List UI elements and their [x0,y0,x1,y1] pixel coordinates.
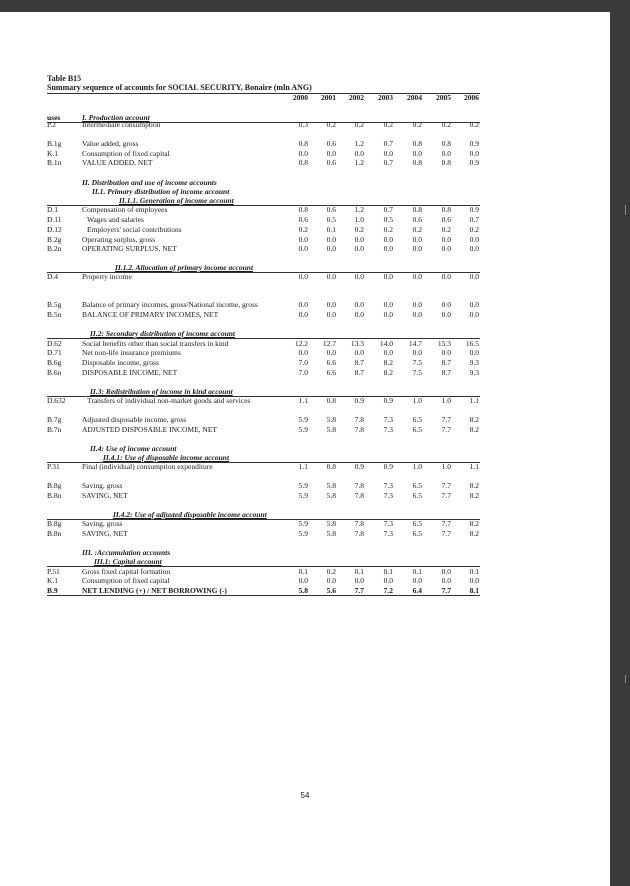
cell-value: 0.7 [469,215,479,224]
cell-value: 0.8 [298,158,308,167]
cell-value: 0.0 [469,576,479,585]
cell-value: 0.1 [298,567,308,576]
cell-value: 7.7 [441,491,451,500]
cell-value: 0.8 [298,205,308,214]
cell-value: 0.0 [441,244,451,253]
cell-value: 0.1 [354,567,364,576]
cell-value: 0.0 [383,272,393,281]
cell-value: 5.8 [298,586,308,595]
cell-value: 0.0 [326,310,336,319]
table-row [0,158,610,168]
cell-value: 0.0 [354,149,364,158]
cell-value: 1.1 [469,396,479,405]
cell-value: 0.0 [326,235,336,244]
row-code: B.5n [47,310,62,319]
cell-value: 1.0 [412,462,422,471]
cell-value: 0.2 [441,225,451,234]
cell-value: 0.0 [298,149,308,158]
row-description: Consumption of fixed capital [82,149,170,158]
cell-value: 14.7 [408,339,422,348]
cell-value: 0.0 [469,149,479,158]
table-row [0,225,610,235]
row-description: Net non-life insurance premiums [82,348,181,357]
cell-value: 0.0 [441,149,451,158]
cell-value: 9.3 [469,368,479,377]
table-row [0,300,610,310]
cell-value: 0.0 [469,244,479,253]
cell-value: 0.0 [412,149,422,158]
row-code: B.1g [47,139,62,148]
cell-value: 6.6 [326,368,336,377]
row-description: SAVING, NET [82,529,128,538]
row-code: B.6g [47,358,62,367]
year-header: 2003 [378,93,393,102]
cell-value: 7.3 [383,425,393,434]
cell-value: 7.0 [298,368,308,377]
cell-value: 0.1 [469,567,479,576]
row-description: OPERATING SURPLUS, NET [82,244,177,253]
cell-value: 0.6 [326,205,336,214]
cell-value: 0.2 [326,120,336,129]
year-header: 2005 [436,93,451,102]
cell-value: 7.8 [354,425,364,434]
cell-value: 0.7 [383,158,393,167]
row-description: Operating surplus, gross [82,235,156,244]
cell-value: 0.0 [326,244,336,253]
table-row [0,396,610,406]
cell-value: 0.8 [412,139,422,148]
cell-value: 0.0 [441,576,451,585]
cell-value: 7.3 [383,519,393,528]
cell-value: 7.7 [441,425,451,434]
section-heading: II.4.2: Use of adjusted disposable income account [113,510,267,519]
cell-value: 5.9 [298,519,308,528]
row-code: P.51 [47,567,60,576]
cell-value: 6.5 [412,425,422,434]
table-row [0,491,610,501]
cell-value: 0.0 [412,576,422,585]
row-description: Gross fixed capital formation [82,567,171,576]
cell-value: 0.0 [298,244,308,253]
cell-value: 0.6 [326,158,336,167]
section-heading: II.1.1. Generation of income account [119,196,234,205]
cell-value: 0.3 [298,120,308,129]
cell-value: 8.2 [469,529,479,538]
cell-value: 5.9 [298,491,308,500]
cell-value: 0.0 [469,300,479,309]
year-header: 2002 [349,93,364,102]
right-border [610,12,630,886]
row-description: Wages and salaries [87,215,144,224]
cell-value: 0.0 [298,348,308,357]
row-code: P.2 [47,120,56,129]
table-row [0,576,610,586]
table-row [0,586,610,596]
cell-value: 0.1 [412,567,422,576]
row-description: Final (individual) consumption expenditure [82,462,213,471]
cell-value: 7.3 [383,529,393,538]
cell-value: 7.7 [441,519,451,528]
cell-value: 7.0 [298,358,308,367]
row-code: B.8g [47,519,62,528]
cell-value: 0.0 [412,235,422,244]
row-description: Social benefits other than social transfers in kind [82,339,229,348]
cell-value: 0.9 [469,158,479,167]
row-description: Adjusted disposable income, gross [82,415,187,424]
cell-value: 0.0 [354,272,364,281]
cell-value: 5.9 [298,529,308,538]
cell-value: 0.2 [383,120,393,129]
cell-value: 1.0 [412,396,422,405]
section-heading: II.1.2. Allocation of primary income account [115,263,254,272]
row-description: Saving, gross [82,481,123,490]
cell-value: 7.3 [383,415,393,424]
row-code: D.62 [47,339,62,348]
cell-value: 0.0 [412,310,422,319]
uses-label: uses [47,113,61,122]
cell-value: 6.5 [412,529,422,538]
cell-value: 7.8 [354,481,364,490]
cell-value: 7.8 [354,519,364,528]
year-header: 2004 [407,93,422,102]
cell-value: 8.2 [469,481,479,490]
cell-value: 0.0 [298,310,308,319]
section-heading: II. Distribution and use of income accounts [82,178,217,187]
cell-value: 7.8 [354,529,364,538]
cell-value: 1.0 [441,396,451,405]
cell-value: 0.5 [383,215,393,224]
cell-value: 0.0 [383,576,393,585]
cell-value: 0.9 [383,462,393,471]
table-row [0,244,610,254]
cell-value: 0.0 [441,300,451,309]
cell-value: 8.7 [354,358,364,367]
cell-value: 0.6 [326,139,336,148]
cell-value: 0.7 [383,139,393,148]
cell-value: 13.3 [350,339,364,348]
cell-value: 0.0 [412,348,422,357]
cell-value: 7.3 [383,481,393,490]
cell-value: 6.5 [412,415,422,424]
cell-value: 0.0 [326,272,336,281]
cell-value: 8.1 [469,586,479,595]
cell-value: 7.7 [441,586,451,595]
cell-value: 0.0 [441,567,451,576]
table-row [0,358,610,368]
cell-value: 0.8 [441,139,451,148]
cell-value: 14.0 [379,339,393,348]
cell-value: 5.9 [298,425,308,434]
cell-value: 1.1 [469,462,479,471]
cell-value: 16.5 [465,339,479,348]
cell-value: 0.0 [412,300,422,309]
cell-value: 0.0 [298,300,308,309]
scan-mark [625,675,626,683]
cell-value: 0.9 [469,205,479,214]
cell-value: 0.0 [354,300,364,309]
table-title: Table B15 [47,74,82,83]
cell-value: 0.0 [469,235,479,244]
cell-value: 0.2 [298,225,308,234]
cell-value: 0.1 [383,567,393,576]
cell-value: 0.0 [326,149,336,158]
cell-value: 5.8 [326,529,336,538]
row-code: B.8n [47,529,62,538]
cell-value: 5.8 [326,425,336,434]
row-code: B.6n [47,368,62,377]
section-heading: III. :Accumulation accounts [82,548,171,557]
cell-value: 0.8 [298,139,308,148]
cell-value: 0.0 [298,235,308,244]
section-heading: III.1: Capital account [94,557,162,566]
row-code: K.1 [47,149,59,158]
table-row [0,139,610,149]
cell-value: 0.0 [326,576,336,585]
table-row [0,415,610,425]
row-code: B.9 [47,586,58,595]
cell-value: 1.0 [354,215,364,224]
cell-value: 0.0 [383,348,393,357]
cell-value: 9.3 [469,358,479,367]
cell-value: 1.2 [354,139,364,148]
cell-value: 1.2 [354,205,364,214]
row-code: K.1 [47,576,59,585]
cell-value: 0.8 [412,158,422,167]
cell-value: 0.0 [354,348,364,357]
row-description: DISPOSABLE INCOME, NET [82,368,178,377]
row-code: B.7n [47,425,62,434]
cell-value: 5.8 [326,519,336,528]
cell-value: 1.2 [354,158,364,167]
cell-value: 8.7 [441,368,451,377]
cell-value: 7.3 [383,491,393,500]
cell-value: 0.6 [412,215,422,224]
table-row [0,120,610,130]
row-code: D.11 [47,215,62,224]
cell-value: 7.5 [412,358,422,367]
cell-value: 0.9 [469,139,479,148]
cell-value: 7.2 [383,586,393,595]
cell-value: 6.5 [412,481,422,490]
table-row [0,519,610,529]
row-code: D.71 [47,348,62,357]
cell-value: 0.7 [383,205,393,214]
table-row [0,215,610,225]
cell-value: 0.0 [469,272,479,281]
cell-value: 0.9 [354,396,364,405]
cell-value: 0.0 [383,235,393,244]
row-code: D.12 [47,225,62,234]
cell-value: 7.7 [354,586,364,595]
cell-value: 6.5 [412,491,422,500]
cell-value: 1.1 [298,462,308,471]
row-description: Compensation of employees [82,205,168,214]
table-row [0,348,610,358]
row-description: SAVING, NET [82,491,128,500]
cell-value: 8.2 [469,519,479,528]
cell-value: 0.2 [441,120,451,129]
table-row [0,205,610,215]
cell-value: 1.0 [441,462,451,471]
cell-value: 0.0 [298,576,308,585]
cell-value: 8.2 [383,358,393,367]
cell-value: 0.0 [441,235,451,244]
row-description: Employers' social contributions [87,225,182,234]
cell-value: 0.8 [441,158,451,167]
section-heading: II.4.1: Use of disposable income account [103,453,230,462]
row-description: Value added, gross [82,139,139,148]
cell-value: 0.0 [383,300,393,309]
cell-value: 8.7 [441,358,451,367]
cell-value: 0.0 [383,244,393,253]
cell-value: 6.4 [412,586,422,595]
cell-value: 8.2 [469,491,479,500]
table-row [0,425,610,435]
cell-value: 0.9 [354,462,364,471]
cell-value: 0.2 [326,567,336,576]
cell-value: 0.8 [326,396,336,405]
row-description: Intermediate consumption [82,120,161,129]
cell-value: 0.8 [441,205,451,214]
cell-value: 0.0 [326,300,336,309]
row-description: Disposable income, gross [82,358,159,367]
cell-value: 8.7 [354,368,364,377]
cell-value: 0.1 [326,225,336,234]
table-row [0,481,610,491]
cell-value: 0.2 [412,225,422,234]
cell-value: 1.1 [298,396,308,405]
cell-value: 12.7 [322,339,336,348]
table-subtitle: Summary sequence of accounts for SOCIAL SECURITY, Bonaire (mln ANG) [47,83,312,92]
table-row [0,272,610,282]
cell-value: 8.2 [469,425,479,434]
section-heading: II.4: Use of income account [90,444,177,453]
cell-value: 6.6 [326,358,336,367]
cell-value: 7.7 [441,481,451,490]
row-code: B.8g [47,481,62,490]
cell-value: 5.9 [298,415,308,424]
cell-value: 0.6 [441,215,451,224]
cell-value: 0.0 [383,149,393,158]
cell-value: 0.2 [383,225,393,234]
section-heading: I. Production account [82,113,150,122]
cell-value: 0.6 [298,215,308,224]
cell-value: 7.5 [412,368,422,377]
row-description: Property income [82,272,132,281]
row-code: D.1 [47,205,59,214]
row-code: P.31 [47,462,60,471]
cell-value: 0.0 [412,244,422,253]
cell-value: 0.0 [441,272,451,281]
cell-value: 0.0 [354,576,364,585]
cell-value: 0.2 [412,120,422,129]
cell-value: 0.2 [469,120,479,129]
cell-value: 0.0 [354,310,364,319]
cell-value: 7.7 [441,529,451,538]
year-header: 2001 [321,93,336,102]
cell-value: 5.6 [326,586,336,595]
row-code: B.8n [47,491,62,500]
cell-value: 0.0 [326,348,336,357]
cell-value: 0.0 [469,348,479,357]
year-header: 2000 [293,93,308,102]
row-description: VALUE ADDED, NET [82,158,153,167]
cell-value: 0.0 [441,310,451,319]
top-border [0,0,630,12]
cell-value: 0.0 [354,244,364,253]
cell-value: 7.8 [354,491,364,500]
cell-value: 0.9 [383,396,393,405]
cell-value: 0.2 [354,225,364,234]
cell-value: 0.0 [412,272,422,281]
row-description: Balance of primary incomes, gross/National income, gross [82,300,258,309]
row-code: B.2n [47,244,62,253]
row-description: Transfers of individual non-market goods and services [87,396,251,405]
row-code: B.5g [47,300,62,309]
row-description: ADJUSTED DISPOSABLE INCOME, NET [82,425,218,434]
cell-value: 8.2 [469,415,479,424]
cell-value: 0.2 [354,120,364,129]
cell-value: 0.8 [412,205,422,214]
cell-value: 12.2 [294,339,308,348]
cell-value: 0.0 [469,310,479,319]
cell-value: 0.0 [383,310,393,319]
cell-value: 5.9 [298,481,308,490]
cell-value: 15.3 [437,339,451,348]
cell-value: 8.2 [383,368,393,377]
row-code: B.7g [47,415,62,424]
cell-value: 0.0 [298,272,308,281]
section-heading: II.3: Redistribution of income in kind account [90,387,233,396]
cell-value: 6.5 [412,519,422,528]
cell-value: 7.8 [354,415,364,424]
table-row [0,310,610,320]
table-row [0,368,610,378]
row-description: Consumption of fixed capital [82,576,170,585]
cell-value: 0.5 [326,215,336,224]
cell-value: 5.8 [326,415,336,424]
row-code: D.4 [47,272,59,281]
table-row [0,529,610,539]
cell-value: 7.7 [441,415,451,424]
row-code: B.1n [47,158,62,167]
section-heading: II.1. Primary distribution of income account [92,187,230,196]
cell-value: 0.2 [469,225,479,234]
cell-value: 0.0 [441,348,451,357]
cell-value: 5.8 [326,491,336,500]
cell-value: 0.0 [354,235,364,244]
row-description: Saving, gross [82,519,123,528]
year-header: 2006 [464,93,479,102]
row-code: D.632 [47,396,66,405]
row-code: B.2g [47,235,62,244]
row-description: BALANCE OF PRIMARY INCOMES, NET [82,310,219,319]
row-description: NET LENDING (+) / NET BORROWING (-) [82,586,227,595]
cell-value: 5.8 [326,481,336,490]
table-row [0,462,610,472]
section-heading: II.2: Secondary distribution of income account [90,329,236,338]
page-number: 54 [300,791,310,800]
cell-value: 0.8 [326,462,336,471]
scan-mark [625,205,626,215]
